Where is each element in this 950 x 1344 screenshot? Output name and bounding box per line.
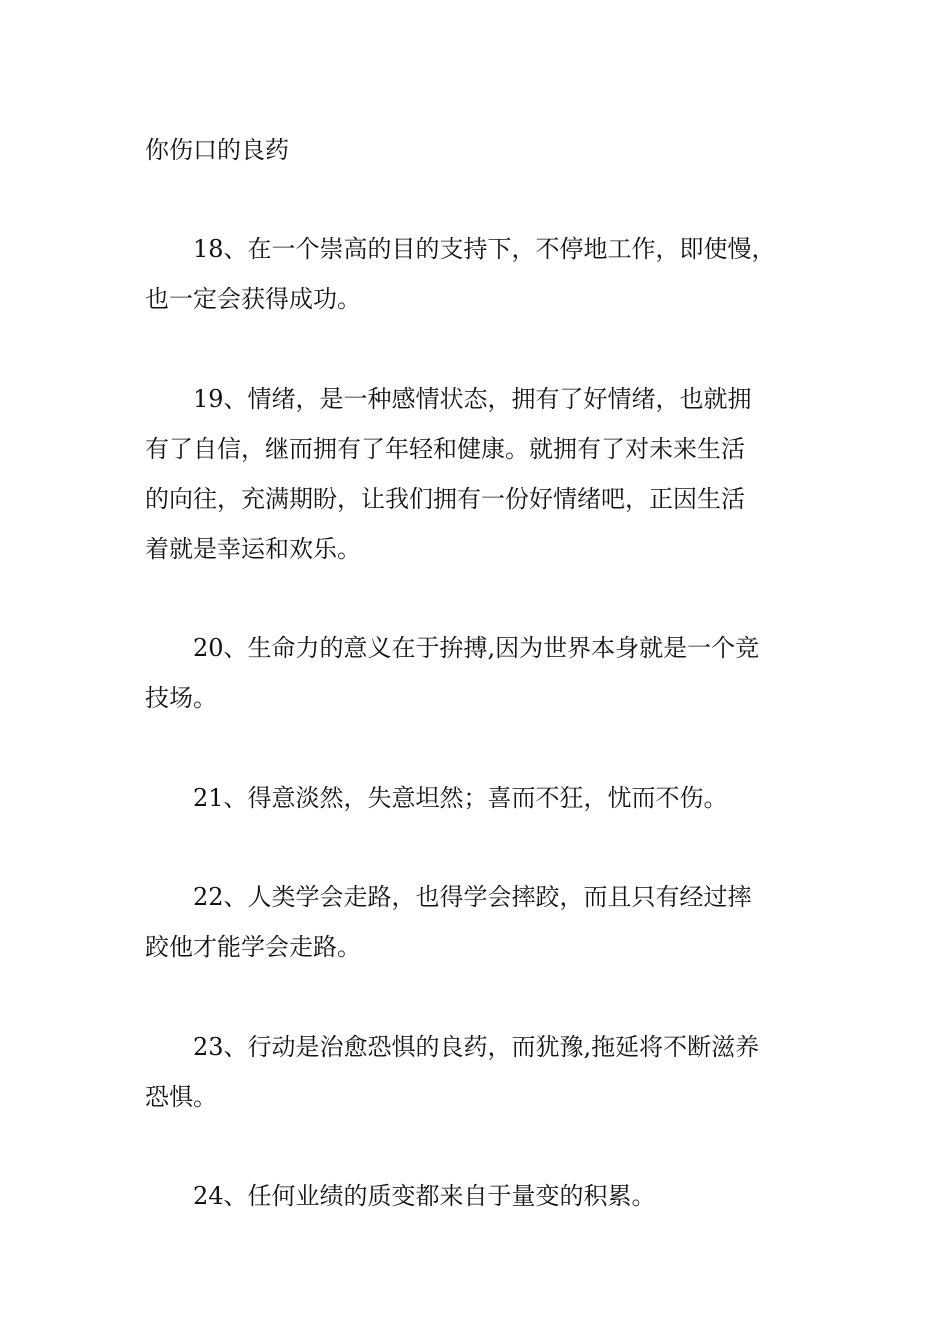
quote-24-line-1: 24、任何业绩的质变都来自于量变的积累。	[193, 1182, 656, 1210]
quote-20-line-1: 20、生命力的意义在于拚搏,因为世界本身就是一个竞	[193, 634, 760, 662]
quote-23-line-1: 23、行动是治愈恐惧的良药，而犹豫,拖延将不断滋养	[193, 1033, 760, 1061]
quote-22-line-2: 跤他才能学会走路。	[145, 933, 361, 961]
quote-19-line-4: 着就是幸运和欢乐。	[145, 535, 361, 563]
quote-18-line-2: 也一定会获得成功。	[145, 285, 361, 313]
quote-18-line-1: 18、在一个崇高的目的支持下，不停地工作，即使慢，	[193, 235, 776, 263]
quote-20-line-2: 技场。	[145, 684, 217, 712]
quote-19-line-1: 19、情绪，是一种感情状态，拥有了好情绪，也就拥	[193, 385, 752, 413]
quote-21-line-1: 21、得意淡然，失意坦然；喜而不狂，忧而不伤。	[193, 784, 728, 812]
text-line-continuation: 你伤口的良药	[145, 136, 289, 164]
quote-23-line-2: 恐惧。	[145, 1083, 217, 1111]
quote-22-line-1: 22、人类学会走路，也得学会摔跤，而且只有经过摔	[193, 883, 752, 911]
quote-19-line-3: 的向往，充满期盼，让我们拥有一份好情绪吧，正因生活	[145, 485, 745, 513]
quote-19-line-2: 有了自信，继而拥有了年轻和健康。就拥有了对未来生活	[145, 435, 745, 463]
